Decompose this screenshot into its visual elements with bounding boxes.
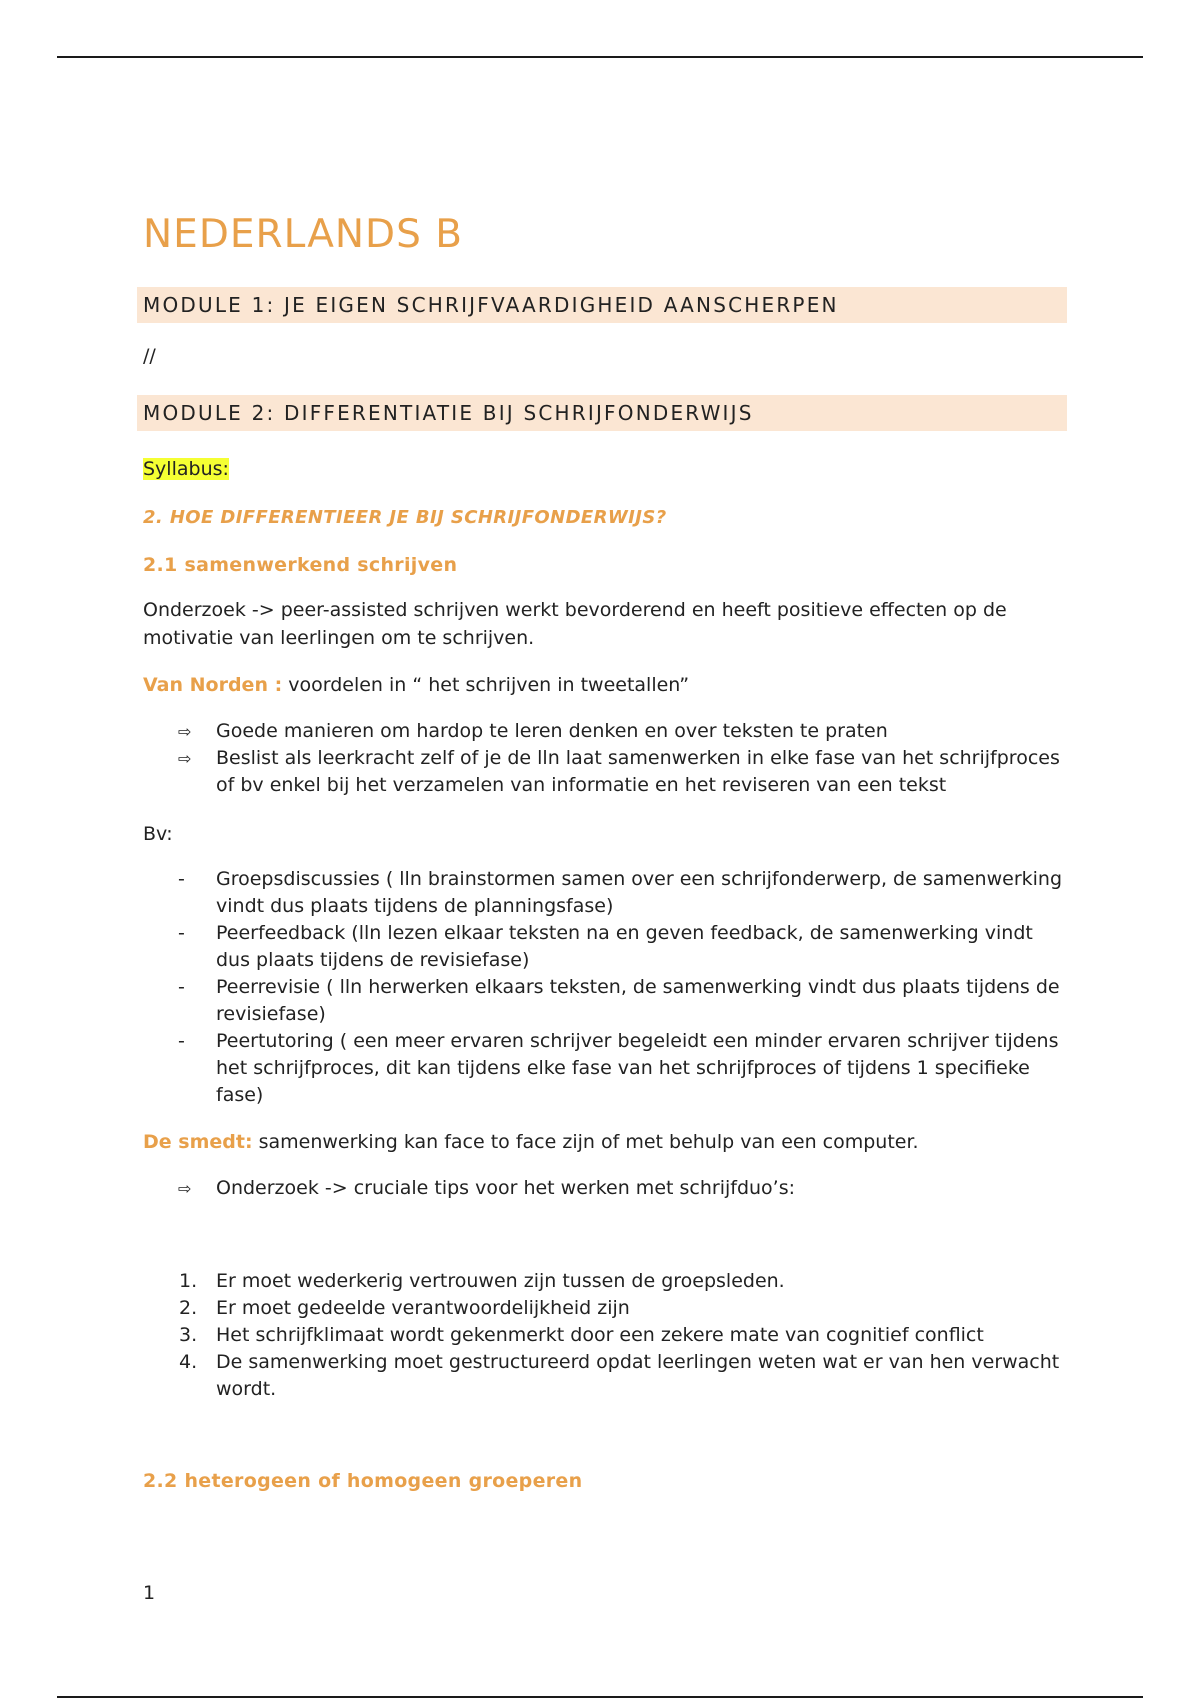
- de-smedt-line: [143, 1128, 1063, 1156]
- list-item-text: Peerrevisie ( lln herwerken elkaars teksten, de samenwerking vindt dus plaats tijdens de revisiefase): [216, 976, 1060, 1025]
- de-smedt-points: [143, 1175, 1063, 1202]
- list-item: [143, 1349, 1063, 1403]
- bv-items: [143, 866, 1063, 1109]
- bv-label: Bv:: [143, 823, 173, 845]
- dash-bullet: -: [178, 1030, 185, 1052]
- list-number: 2.: [179, 1297, 198, 1319]
- dash-bullet: -: [178, 922, 185, 944]
- list-item-text: Er moet gedeelde verantwoordelijkheid zijn: [216, 1297, 630, 1319]
- van-norden-line: [143, 671, 1063, 699]
- list-number: 4.: [179, 1351, 198, 1373]
- arrow-bullet-icon: ⇨: [178, 722, 192, 741]
- list-item: [143, 866, 1063, 920]
- list-item-text: Beslist als leerkracht zelf of je de lln laat samenwerken in elke fase van het schrijfproces of bv enkel bij het verzamelen van informatie en het reviseren van een tekst: [216, 747, 1060, 796]
- chapter-heading: 2. HOE DIFFERENTIEER JE BIJ SCHRIJFONDERWIJS?: [143, 507, 667, 528]
- dash-bullet: -: [178, 868, 185, 890]
- list-item-text: De samenwerking moet gestructureerd opdat leerlingen weten wat er van hen verwacht wordt.: [216, 1351, 1060, 1400]
- list-item-text: Groepsdiscussies ( lln brainstormen samen over een schrijfonderwerp, de samenwerking vindt dus plaats tijdens de planningsfase): [216, 868, 1063, 917]
- document-title: NEDERLANDS B: [143, 212, 464, 257]
- list-item: [143, 1268, 1063, 1295]
- section-2-2-heading: 2.2 heterogeen of homogeen groeperen: [143, 1470, 583, 1492]
- section-2-1-heading: 2.1 samenwerkend schrijven: [143, 554, 458, 576]
- van-norden-text: voordelen in “ het schrijven in tweetallen”: [282, 674, 690, 696]
- arrow-bullet-icon: ⇨: [178, 1179, 192, 1198]
- module-2-heading: MODULE 2: DIFFERENTIATIE BIJ SCHRIJFONDERWIJS: [137, 395, 1067, 431]
- list-item-text: Peerfeedback (lln lezen elkaar teksten na en geven feedback, de samenwerking vindt dus plaats tijdens de revisiefase): [216, 922, 1033, 971]
- list-item: [143, 1028, 1063, 1109]
- tips-list: [143, 1268, 1063, 1403]
- list-item: [143, 1175, 1063, 1202]
- list-item-text: Goede manieren om hardop te leren denken en over teksten te praten: [216, 720, 888, 742]
- list-item: [143, 1295, 1063, 1322]
- list-item-text: Peertutoring ( een meer ervaren schrijver begeleidt een minder ervaren schrijver tijdens het schrijfproces, dit kan tijdens elke fase van het schrijfproces of tijdens 1 specifieke fase): [216, 1030, 1059, 1106]
- module-1-body: //: [143, 345, 156, 367]
- list-item: [143, 1322, 1063, 1349]
- document-body: [143, 210, 1063, 1495]
- list-item: [143, 974, 1063, 1028]
- dash-bullet: -: [178, 976, 185, 998]
- syllabus-line: [143, 455, 1063, 483]
- list-number: 3.: [179, 1324, 198, 1346]
- list-number: 1.: [179, 1270, 198, 1292]
- arrow-bullet-icon: ⇨: [178, 749, 192, 768]
- module-1-heading: MODULE 1: JE EIGEN SCHRIJFVAARDIGHEID AANSCHERPEN: [137, 287, 1067, 323]
- list-item-text: Het schrijfklimaat wordt gekenmerkt door een zekere mate van cognitief conflict: [216, 1324, 984, 1346]
- van-norden-label: Van Norden :: [143, 674, 283, 696]
- list-item: [143, 920, 1063, 974]
- onderzoek-paragraph: Onderzoek -> peer-assisted schrijven werkt bevorderend en heeft positieve effecten op de motivatie van leerlingen om te schrijven.: [143, 599, 1007, 649]
- page-bottom-rule: [57, 1696, 1143, 1698]
- list-item-text: Er moet wederkerig vertrouwen zijn tussen de groepsleden.: [216, 1270, 785, 1292]
- list-item-text: Onderzoek -> cruciale tips voor het werken met schrijfduo’s:: [216, 1177, 796, 1199]
- list-item: [143, 718, 1063, 745]
- page-number: 1: [143, 1582, 156, 1604]
- syllabus-label: Syllabus:: [143, 458, 229, 480]
- page-top-rule: [57, 56, 1143, 58]
- van-norden-points: [143, 718, 1063, 799]
- de-smedt-text: samenwerking kan face to face zijn of met behulp van een computer.: [252, 1131, 919, 1153]
- de-smedt-label: De smedt:: [143, 1131, 253, 1153]
- list-item: [143, 745, 1063, 799]
